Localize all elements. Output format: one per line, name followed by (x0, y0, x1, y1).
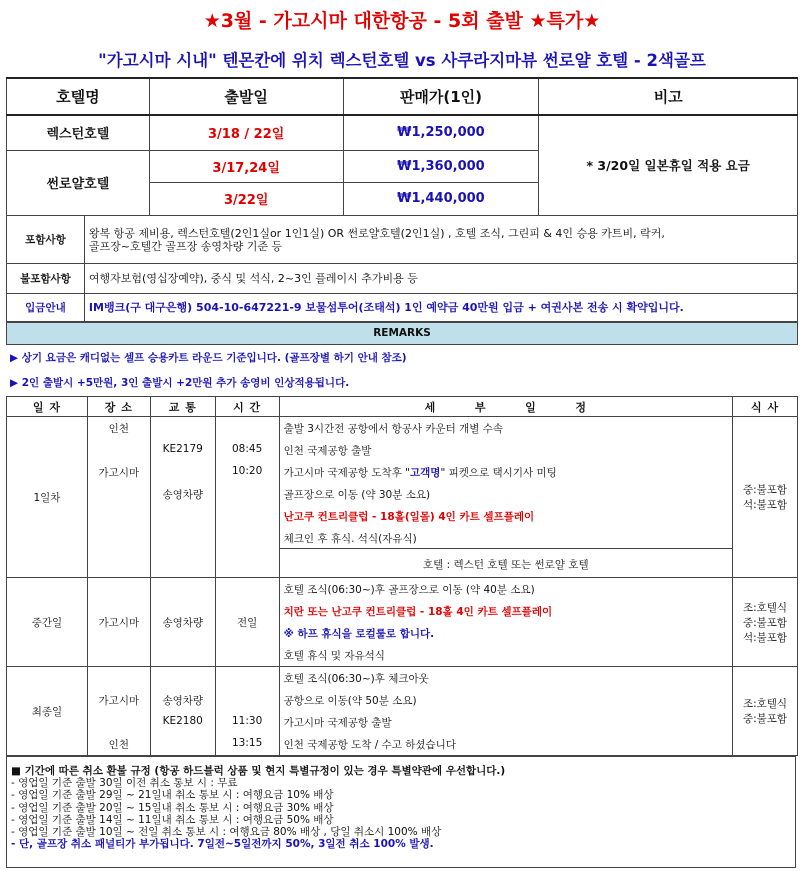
included-row (7, 216, 798, 264)
day-label: 1일차 (7, 417, 88, 578)
page-subtitle: "가고시마 시내" 텐몬칸에 위치 렉스턴호텔 vs 사쿠라지마뷰 썬로얄 호텔 - 2색골프 (98, 51, 706, 70)
transport-cell (150, 667, 215, 756)
schedule-line: 공항으로 이동(약 50분 소요) (283, 695, 417, 707)
included-line: 골프장~호텔간 골프장 송영차량 기준 등 (88, 239, 283, 253)
schedule-cell (279, 417, 732, 578)
meal-cell (733, 667, 798, 756)
policy-line: - 영업일 기준 출발 20일 ~ 15일내 취소 통보 시 : 여행요금 30% 배상 (11, 801, 334, 814)
itinerary-day-row (7, 417, 798, 578)
excluded-label: 불포함사항 (7, 264, 85, 294)
place: 인천 (108, 739, 129, 751)
transport: 송영차량 (150, 578, 215, 667)
remarks-header: REMARKS (6, 322, 798, 345)
policy-line: - 영업일 기준 출발 29일 ~ 21일내 취소 통보 시 : 여행요금 10% 배상 (11, 789, 334, 802)
sale-price: ₩1,440,000 (343, 182, 539, 215)
included-line: 왕복 항공 제비용, 렉스턴호텔(2인1실or 1인1실) OR 썬로얄호텔(2인1실) , 호텔 조식, 그린피 & 4인 승용 카트비, 락커, (88, 226, 665, 240)
itinerary-day-row (7, 578, 798, 667)
sale-price: ₩1,360,000 (343, 150, 539, 182)
schedule-line: 호텔 휴식 및 자유석식 (283, 650, 385, 662)
place: 가고시마 (87, 578, 150, 667)
time-cell (215, 417, 279, 578)
schedule-line: 체크인 후 휴식. 석식(자유식) (283, 533, 417, 545)
place: 가고시마 (98, 695, 140, 707)
schedule-line: 치란 또는 난고쿠 컨트리클럽 - 18홀 4인 카트 셀프플레이 (283, 606, 553, 618)
schedule-line: 가고시마 국제공항 출발 (283, 717, 392, 729)
day-label: 중간일 (7, 578, 88, 667)
customer-name-highlight: 고객명 (410, 467, 441, 479)
meal: 중:불포함 (742, 484, 788, 496)
time: 전일 (215, 578, 279, 667)
schedule-line: 인천 국제공항 출발 (283, 445, 372, 457)
policy-heading: ■ 기간에 따른 취소 환불 규정 (항공 하드블럭 상품 및 현지 특별규정이 있는 경우 특별약관에 우선합니다.) (11, 765, 506, 777)
included-text (84, 216, 797, 264)
place-cell (87, 667, 150, 756)
transport: 송영차량 (162, 489, 204, 501)
transport-cell (150, 417, 215, 578)
meal-cell (733, 578, 798, 667)
policy-line: - 영업일 기준 출발 30일 이전 취소 통보 시 : 무료 (11, 777, 238, 790)
meal: 석:불포함 (742, 631, 788, 644)
flight-number: KE2179 (162, 443, 203, 455)
schedule-line: 인천 국제공항 도착 / 수고 하셨습니다 (283, 739, 456, 751)
meal: 석:불포함 (742, 499, 788, 511)
depart-date: 3/18 / 22일 (149, 115, 343, 150)
transport: 송영차량 (162, 695, 204, 707)
deposit-row (7, 294, 798, 322)
itinerary-table (6, 396, 798, 756)
place: 인천 (108, 423, 129, 435)
header-time: 시 간 (215, 397, 279, 417)
meal: 중:불포함 (742, 713, 788, 725)
schedule-line: 난고쿠 컨트리클럽 - 18홀(일몰) 4인 카트 셀프플레이 (283, 511, 535, 523)
header-price: 판매가(1인) (343, 78, 539, 115)
place-cell (87, 417, 150, 578)
time-cell (215, 667, 279, 756)
excluded-text: 여행자보험(영십장예약), 중식 및 석식, 2~3인 플레이시 추가비용 등 (84, 264, 797, 294)
price-note: * 3/20일 일본휴일 적용 요금 (539, 115, 798, 215)
header-date: 출발일 (149, 78, 343, 115)
deposit-label: 입금안내 (7, 294, 85, 322)
time: 13:15 (232, 737, 263, 749)
hotel-name: 렉스턴호텔 (7, 115, 150, 150)
policy-line: - 단, 골프장 취소 패널티가 부가됩니다. 7일전~5일전까지 50%, 3일전 취소 100% 발생. (11, 838, 434, 851)
price-header-row (7, 78, 798, 115)
deposit-text: IM뱅크(구 대구은행) 504-10-647221-9 보물섬투어(조태석) 1인 예약금 40만원 입금 + 여권사본 전송 시 확약입니다. (84, 294, 797, 322)
header-meal: 식 사 (733, 397, 798, 417)
included-label: 포함사항 (7, 216, 85, 264)
meal: 조:호텔식 (742, 601, 788, 614)
schedule-line: 호텔 조식(06:30~)후 체크아웃 (283, 673, 429, 685)
hotel-line: 호텔 : 렉스턴 호텔 또는 썬로얄 호텔 (423, 559, 589, 571)
depart-date: 3/17,24일 (149, 150, 343, 182)
flight-number: KE2180 (162, 715, 203, 727)
hotel-name: 썬로얄호텔 (7, 150, 150, 215)
meal: 조:호텔식 (742, 698, 788, 710)
schedule-cell (279, 667, 732, 756)
day-label: 최종일 (7, 667, 88, 756)
price-row (7, 115, 798, 150)
info-table (6, 215, 798, 322)
meal: 중:불포함 (742, 616, 788, 629)
header-schedule: 세 부 일 정 (279, 397, 732, 417)
price-table (6, 77, 798, 216)
time: 11:30 (232, 715, 263, 727)
itinerary-day-row (7, 667, 798, 756)
remark-line: ▶ 2인 출발시 +5만원, 3인 출발시 +2만원 추가 송영비 인상적용됩니다. (10, 377, 350, 389)
header-day: 일 자 (7, 397, 88, 417)
header-hotel: 호텔명 (7, 78, 150, 115)
page-title: ★3월 - 가고시마 대한항공 - 5회 출발 ★특가★ (203, 10, 601, 32)
place: 가고시마 (98, 467, 140, 479)
time: 08:45 (232, 443, 263, 455)
header-note: 비고 (539, 78, 798, 115)
header-place: 장 소 (87, 397, 150, 417)
itinerary-header-row (7, 397, 798, 417)
cancellation-policy (6, 756, 796, 868)
schedule-line: 호텔 조식(06:30~)후 골프장으로 이동 (약 40분 소요) (283, 584, 535, 596)
schedule-line: 골프장으로 이동 (약 30분 소요) (283, 489, 431, 501)
excluded-row (7, 264, 798, 294)
schedule-cell (279, 578, 732, 667)
meal-cell (733, 417, 798, 578)
depart-date: 3/22일 (149, 182, 343, 215)
schedule-line: 출발 3시간전 공항에서 항공사 카운터 개별 수속 (283, 423, 504, 435)
policy-line: - 영업일 기준 출발 10일 ~ 전일 취소 통보 시 : 여행요금 80% 배상 , 당일 취소시 100% 배상 (11, 826, 442, 839)
header-transport: 교 통 (150, 397, 215, 417)
schedule-line: ※ 하프 휴식을 로컬룰로 합니다. (283, 628, 435, 640)
policy-line: - 영업일 기준 출발 14일 ~ 11일내 취소 통보 시 : 여행요금 50% 배상 (11, 813, 334, 826)
time: 10:20 (232, 465, 263, 477)
remark-line: ▶ 상기 요금은 캐디없는 셀프 승용카트 라운드 기준입니다. (골프장별 하기 안내 참조) (10, 352, 407, 364)
sale-price: ₩1,250,000 (343, 115, 539, 150)
schedule-line: 가고시마 국제공항 도착후 "고객명" 피켓으로 택시기사 미팅 (283, 467, 557, 479)
